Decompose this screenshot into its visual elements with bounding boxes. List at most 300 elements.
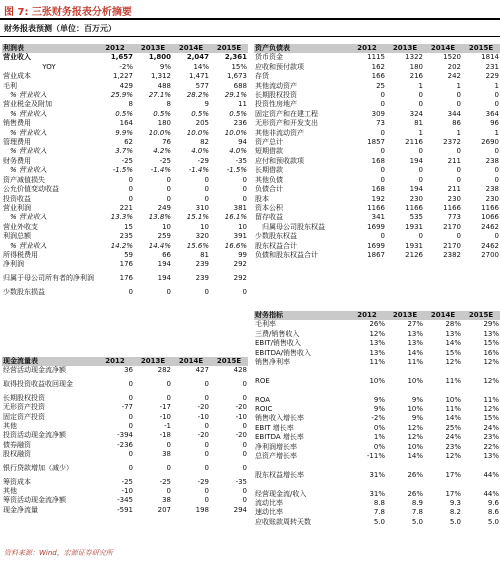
row-label: 投资收益 (3, 194, 31, 203)
row-value: 0 (204, 380, 209, 389)
row-value: 292 (233, 260, 247, 269)
row-value: 194 (157, 260, 171, 269)
row-value: 26% (407, 489, 423, 498)
row-value: 221 (119, 203, 133, 212)
row-value: 773 (447, 213, 461, 222)
table-row (2, 147, 248, 156)
row-label: ROA (255, 395, 271, 404)
row-value: -20 (197, 431, 209, 440)
row-value: 27% (407, 320, 423, 329)
row-value: 320 (195, 232, 209, 241)
row-value: 10% (445, 395, 461, 404)
row-value: 31% (369, 470, 385, 479)
table-row (2, 223, 248, 232)
row-value: 0 (166, 287, 171, 296)
row-value: 12% (483, 405, 499, 414)
row-value: 2116 (405, 138, 423, 147)
row-value: 15% (231, 62, 247, 71)
row-value: 309 (371, 109, 385, 118)
row-value: 0 (456, 91, 461, 100)
table-row (2, 100, 248, 109)
row-value: 14% (445, 339, 461, 348)
table-row (254, 490, 500, 499)
row-value: 9% (373, 405, 385, 414)
row-value: 1166 (367, 203, 385, 212)
table-row (254, 176, 500, 185)
row-value: 0 (166, 487, 171, 496)
row-value: -35 (235, 477, 247, 486)
table-row (2, 496, 248, 505)
row-value: 11 (238, 100, 247, 109)
row-value: -20 (235, 403, 247, 412)
row-value: -20 (235, 431, 247, 440)
row-value: 1699 (367, 241, 385, 250)
row-value (386, 386, 424, 395)
row-value: 16.1% (224, 213, 247, 222)
row-label: EBITDA 增长率 (255, 433, 304, 442)
row-value: 0 (128, 175, 133, 184)
row-value: 15.1% (186, 213, 209, 222)
row-value: 0 (166, 393, 171, 402)
row-value: 11% (369, 358, 385, 367)
cashflow-year-header: 2014E (172, 357, 210, 366)
row-label: 所得税费用 (3, 250, 38, 259)
row-value: 5.0 (373, 517, 385, 526)
row-value: 202 (447, 62, 461, 71)
row-label: 总资产增长率 (255, 452, 297, 461)
table-row (2, 431, 248, 440)
table-row (254, 377, 500, 386)
table-row (2, 403, 248, 412)
row-label (254, 386, 348, 395)
financial-ratios-table (254, 311, 500, 527)
row-value (348, 480, 386, 489)
row-label: 少数股东损益 (3, 287, 45, 296)
row-value: 0 (242, 185, 247, 194)
row-value: 16.6% (224, 241, 247, 250)
row-label: 长期股权投资 (255, 91, 297, 100)
row-value: 13% (483, 452, 499, 461)
row-label: 股东权益合计 (255, 241, 297, 250)
row-value: 194 (409, 156, 423, 165)
table-row (2, 270, 248, 288)
row-value: 28.2% (186, 91, 209, 100)
table-row (254, 320, 500, 329)
row-value: 81 (414, 119, 423, 128)
row-value: 0% (373, 442, 385, 451)
row-value: 0 (456, 232, 461, 241)
row-value: 44% (483, 470, 499, 479)
row-value: 9% (159, 62, 171, 71)
row-label: 现金净流量 (3, 505, 38, 514)
row-value: 4.2% (153, 147, 171, 156)
row-value: 1066 (481, 213, 499, 222)
row-value: 0 (494, 166, 499, 175)
row-value (348, 367, 386, 376)
row-value: 0 (494, 100, 499, 109)
table-row (254, 63, 500, 72)
row-value: 1520 (443, 53, 461, 62)
row-value: 0 (128, 380, 133, 389)
row-value: 14.2% (110, 241, 133, 250)
row-value: 1,312 (150, 72, 171, 81)
row-value: 73 (376, 119, 385, 128)
row-label: 货币资金 (255, 53, 283, 62)
table-row (2, 129, 248, 138)
row-value: 13.3% (110, 213, 133, 222)
row-value: 0 (204, 185, 209, 194)
row-value: 76 (162, 138, 171, 147)
table-row (254, 367, 500, 376)
row-label: 应收账款周转天数 (255, 517, 311, 526)
row-value: 86 (452, 119, 461, 128)
row-value: 14.4% (148, 241, 171, 250)
row-value: 10.0% (148, 128, 171, 137)
row-value: 12% (407, 433, 423, 442)
row-value: 166 (371, 72, 385, 81)
row-value: 0 (128, 422, 133, 431)
cashflow-header-row (2, 357, 248, 366)
row-value: 0 (204, 287, 209, 296)
row-value (462, 367, 500, 376)
row-value: 0 (166, 185, 171, 194)
balance-year-header: 2012 (348, 44, 386, 53)
table-row (254, 330, 500, 339)
row-value: 59 (124, 250, 133, 259)
row-value: 23% (445, 442, 461, 451)
row-value (348, 461, 386, 470)
row-value: 5.0 (449, 517, 461, 526)
row-value: 180 (157, 119, 171, 128)
table-row (2, 450, 248, 459)
row-value: 0% (373, 423, 385, 432)
row-value: 29.1% (224, 91, 247, 100)
row-label: % 营业收入 (10, 128, 47, 137)
row-value: 0 (242, 487, 247, 496)
row-value: 15% (483, 339, 499, 348)
row-label: 股东权益增长率 (255, 470, 304, 479)
row-value: 15.6% (186, 241, 209, 250)
row-value: 0 (456, 147, 461, 156)
row-value: 0 (128, 412, 133, 421)
row-value: 10% (407, 405, 423, 414)
row-value: 8.9 (411, 499, 423, 508)
table-row (2, 119, 248, 128)
row-value: -25 (121, 156, 133, 165)
row-label: 管理费用 (3, 138, 31, 147)
row-label: 固定资产投资 (3, 412, 45, 421)
row-value: 13% (445, 329, 461, 338)
row-value: -1.5% (112, 166, 133, 175)
row-label: 营业税金及附加 (3, 100, 52, 109)
ratios-year-header: 2012 (348, 311, 386, 320)
row-value (386, 367, 424, 376)
row-label: 营业外收支 (3, 222, 38, 231)
table-row (254, 110, 500, 119)
table-row (254, 129, 500, 138)
row-value: 15% (445, 348, 461, 357)
row-value: 10% (369, 376, 385, 385)
row-label: 留存收益 (255, 213, 283, 222)
row-value: 14% (407, 452, 423, 461)
row-value: 2126 (405, 250, 423, 259)
row-value: 0 (418, 175, 423, 184)
row-value: 391 (233, 232, 247, 241)
row-value: 27.1% (148, 91, 171, 100)
row-value: 8.6 (487, 508, 499, 517)
income-statement-table (2, 44, 248, 297)
row-value: 0 (418, 166, 423, 175)
row-value: 1 (418, 81, 423, 90)
row-value (386, 480, 424, 489)
row-value (386, 461, 424, 470)
row-label: 银行贷款增加（减少） (3, 464, 73, 473)
row-value: 242 (447, 72, 461, 81)
row-value: -11% (366, 452, 385, 461)
row-value: 535 (409, 213, 423, 222)
row-label: 负债和股东权益合计 (255, 250, 318, 259)
row-value: 1,673 (226, 72, 247, 81)
row-value: 12% (483, 376, 499, 385)
row-label: 存货 (255, 72, 269, 81)
row-value: 194 (409, 185, 423, 194)
table-row (254, 91, 500, 100)
row-label: 固定资产和在建工程 (255, 109, 318, 118)
row-value: 25 (376, 81, 385, 90)
row-label: 公允价值变动收益 (3, 185, 59, 194)
row-label: 营业利润 (3, 203, 31, 212)
row-value: 26% (369, 320, 385, 329)
row-value: -29 (197, 477, 209, 486)
row-value: 1,657 (110, 53, 133, 62)
row-value: 0 (242, 380, 247, 389)
row-label: 资本公积 (255, 203, 283, 212)
row-value: 12% (445, 358, 461, 367)
table-row (2, 110, 248, 119)
row-value: 38 (162, 496, 171, 505)
row-value: 230 (409, 194, 423, 203)
row-value: 0 (494, 147, 499, 156)
row-value: 164 (119, 119, 133, 128)
row-value: 14% (193, 62, 209, 71)
row-value: 82 (200, 138, 209, 147)
row-label: 财务费用 (3, 156, 31, 165)
row-value: -2% (119, 62, 133, 71)
row-value: 10% (407, 376, 423, 385)
row-label: % 营业收入 (10, 241, 47, 250)
row-value: -591 (117, 505, 133, 514)
table-row (254, 166, 500, 175)
row-value: 4.0% (191, 147, 209, 156)
row-label: 净利润 (3, 260, 24, 269)
subtitle-rule (0, 36, 500, 37)
table-row (2, 242, 248, 251)
row-value: 2,361 (224, 53, 247, 62)
row-value: 8.2 (449, 508, 461, 517)
row-value: 0 (204, 464, 209, 473)
row-value: 2690 (481, 138, 499, 147)
row-value: 0 (242, 450, 247, 459)
row-value: 1% (373, 433, 385, 442)
row-label: % 营业收入 (10, 91, 47, 100)
balance-year-header: 2014E (424, 44, 462, 53)
table-row (254, 358, 500, 367)
table-row (2, 176, 248, 185)
row-value: 2382 (443, 250, 461, 259)
table-row (254, 138, 500, 147)
row-value: 17% (445, 489, 461, 498)
row-value: 13% (407, 329, 423, 338)
cashflow-year-header: 2015E (210, 357, 248, 366)
row-label: 营业收入 (3, 53, 31, 62)
row-value: 168 (371, 156, 385, 165)
row-label: 销售收入增长率 (255, 414, 304, 423)
row-value: 0 (166, 194, 171, 203)
row-value: 577 (195, 81, 209, 90)
table-row (254, 508, 500, 517)
table-row (254, 424, 500, 433)
income-year-header: 2013E (134, 44, 172, 53)
row-value (424, 480, 462, 489)
row-value: 0 (380, 166, 385, 175)
table-row (2, 63, 248, 72)
row-value: 8 (166, 100, 171, 109)
table-row (254, 414, 500, 423)
row-value: 11% (445, 376, 461, 385)
row-label: EBIT 增长率 (255, 423, 294, 432)
row-value: 13% (483, 329, 499, 338)
table-row (254, 518, 500, 527)
income-year-header: 2012 (96, 44, 134, 53)
row-value: 180 (409, 62, 423, 71)
table-row (2, 460, 248, 478)
row-label: 毛利 (3, 81, 17, 90)
row-value: 0 (456, 100, 461, 109)
table-row (2, 204, 248, 213)
row-label: 债券融资 (3, 440, 31, 449)
table-row (254, 232, 500, 241)
row-value: 249 (157, 203, 171, 212)
table-row (2, 422, 248, 431)
income-header-label: 利润表 (2, 44, 96, 53)
row-label: % 营业收入 (10, 166, 47, 175)
row-value: 0 (418, 91, 423, 100)
row-value: 0 (128, 194, 133, 203)
row-label: 净利润增长率 (255, 442, 297, 451)
table-subtitle: 财务报表预测（单位：百万元） (4, 24, 116, 33)
row-value: 488 (157, 81, 171, 90)
row-value: 1115 (367, 53, 385, 62)
row-value: 0 (494, 91, 499, 100)
row-value: -18 (159, 431, 171, 440)
row-value: 25% (445, 423, 461, 432)
row-value: -10 (159, 412, 171, 421)
row-label: 资产减值损失 (3, 175, 45, 184)
row-value: 0 (204, 194, 209, 203)
row-value: 9.3 (449, 499, 461, 508)
row-value: 99 (238, 250, 247, 259)
row-value: 10% (407, 442, 423, 451)
row-value: 0 (380, 175, 385, 184)
table-row (2, 376, 248, 394)
row-value: 168 (371, 185, 385, 194)
row-value: 1322 (405, 53, 423, 62)
balance-year-header: 2015E (462, 44, 500, 53)
row-value: 427 (195, 366, 209, 375)
row-value: 688 (233, 81, 247, 90)
row-label (254, 367, 348, 376)
table-row (2, 138, 248, 147)
table-row (254, 185, 500, 194)
row-value: 211 (447, 185, 461, 194)
row-value: 0 (242, 287, 247, 296)
row-value: 9 (204, 100, 209, 109)
ratios-header-label: 财务指标 (254, 311, 348, 320)
row-value: -1 (164, 422, 171, 431)
ratios-header-row (254, 311, 500, 320)
table-row (254, 349, 500, 358)
table-row (254, 157, 500, 166)
row-label: % 营业收入 (10, 147, 47, 156)
row-value: 324 (409, 109, 423, 118)
table-row (2, 166, 248, 175)
table-row (254, 242, 500, 251)
row-label: 三费/销售收入 (255, 329, 300, 338)
row-value: 13% (369, 339, 385, 348)
row-value (462, 386, 500, 395)
table-row (2, 288, 248, 297)
row-value: 0 (242, 440, 247, 449)
row-value: 2372 (443, 138, 461, 147)
row-label: 营业成本 (3, 72, 31, 81)
row-value: 0 (166, 464, 171, 473)
table-row (254, 471, 500, 480)
table-row (2, 232, 248, 241)
row-value: 1 (494, 128, 499, 137)
row-value (424, 461, 462, 470)
row-value: 3.7% (115, 147, 133, 156)
row-value: -20 (197, 403, 209, 412)
row-value: 230 (485, 194, 499, 203)
income-header-row (2, 44, 248, 53)
row-value: 0 (204, 440, 209, 449)
row-value: 10.0% (224, 128, 247, 137)
cashflow-year-header: 2012 (96, 357, 134, 366)
table-row (254, 396, 500, 405)
row-value: 11% (445, 405, 461, 414)
row-value: 1,800 (148, 53, 171, 62)
row-value: 0 (418, 147, 423, 156)
row-value: 9% (411, 395, 423, 404)
row-value: 9.6 (487, 499, 499, 508)
ratios-year-header: 2013E (386, 311, 424, 320)
row-value: 0 (242, 194, 247, 203)
table-row (2, 413, 248, 422)
row-value: 235 (119, 232, 133, 241)
row-value: 0 (128, 450, 133, 459)
row-value: 12% (483, 358, 499, 367)
row-value: 17% (445, 470, 461, 479)
balance-sheet-table (254, 44, 500, 260)
table-row (2, 366, 248, 375)
row-value: 341 (371, 213, 385, 222)
row-value: 176 (119, 274, 133, 283)
row-value: 259 (157, 232, 171, 241)
row-label: 长期借款 (255, 166, 283, 175)
table-row (254, 119, 500, 128)
row-value: 10 (162, 222, 171, 231)
row-value: 1166 (443, 203, 461, 212)
